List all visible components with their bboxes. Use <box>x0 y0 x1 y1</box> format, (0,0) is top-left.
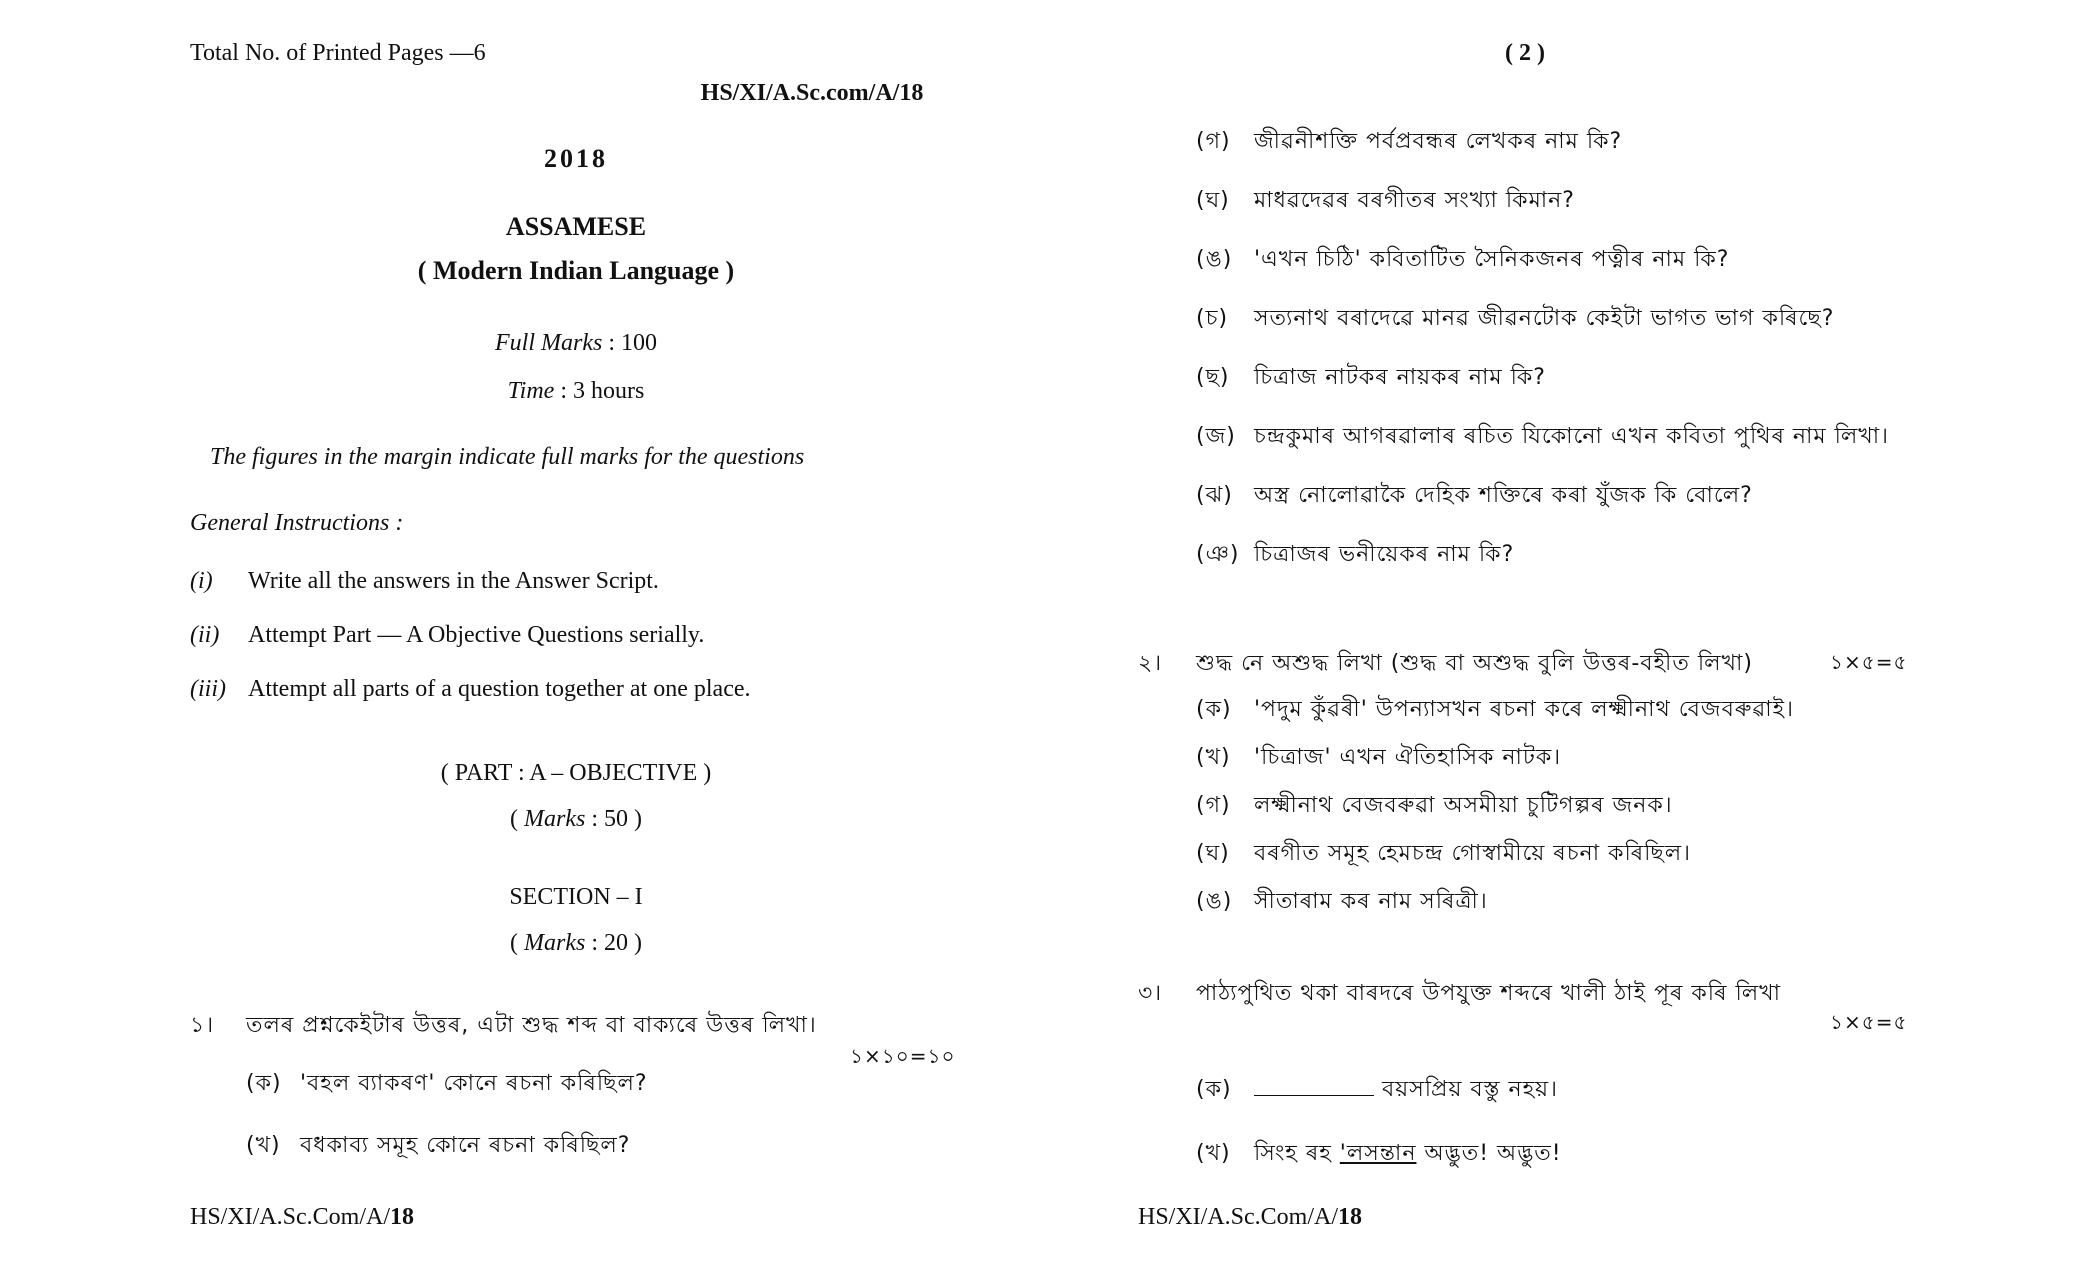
q2-item-label: (ঙ) <box>1196 889 1233 914</box>
instruction-text: Attempt Part — A Objective Questions serially. <box>248 622 705 648</box>
q3-item-underlined: 'লসন্তান <box>1339 1141 1417 1166</box>
q1-item-text: সত্যনাথ বৰাদেৱে মানৱ জীৱনটোক কেইটা ভাগত ভাগ কৰিছে? <box>1254 306 1835 331</box>
page-number: ( 2 ) <box>1505 40 1545 66</box>
section-title: SECTION – I <box>509 884 643 910</box>
instruction-num: (ii) <box>190 622 220 648</box>
full-marks <box>495 330 657 357</box>
question-2-text: শুদ্ধ নে অশুদ্ধ লিখা (শুদ্ধ বা অশুদ্ধ বুলি উত্তৰ-বহীত লিখা) <box>1196 651 1753 676</box>
footer-code-year: 18 <box>390 1204 415 1230</box>
q3-item-text-post: অদ্ভুত! অদ্ভুত! <box>1424 1141 1562 1166</box>
instruction-num: (i) <box>190 568 213 594</box>
full-marks-value: : 100 <box>608 330 657 356</box>
q3-item-label: (খ) <box>1196 1141 1231 1166</box>
q1-item-label: (চ) <box>1196 306 1229 331</box>
footer-code-year: 18 <box>1338 1204 1363 1230</box>
full-marks-label: Full Marks <box>495 330 603 356</box>
q1-item-label: (গ) <box>1196 129 1231 154</box>
q1-item-label: (ছ) <box>1196 365 1230 390</box>
q1-item-text: চিত্ৰাজৰ ভনীয়েকৰ নাম কি? <box>1254 542 1515 567</box>
section-marks-value: : 20 ) <box>591 930 642 956</box>
right-footer-code <box>1138 1204 1362 1231</box>
q2-item-text: বৰগীত সমূহ হেমচন্দ্ৰ গোস্বামীয়ে ৰচনা কৰিছিল। <box>1254 841 1692 866</box>
exam-year: 2018 <box>544 144 608 173</box>
part-marks <box>510 806 642 833</box>
question-1-number: ১। <box>190 1013 215 1038</box>
q1-item-label: (ঙ) <box>1196 247 1233 272</box>
q1-item-text: বধকাব্য সমূহ কোনে ৰচনা কৰিছিল? <box>300 1133 631 1158</box>
time-value: : 3 hours <box>560 378 645 404</box>
q1-item-label: (ঝ) <box>1196 483 1233 508</box>
section-marks <box>510 930 642 957</box>
footer-code-text: HS/XI/A.Sc.Com/A/ <box>190 1204 391 1230</box>
section-marks-label: Marks <box>524 930 586 956</box>
q1-item-label: (ক) <box>246 1071 282 1096</box>
q3-item-text: বয়সপ্ৰিয় বস্তু নহয়। <box>1382 1077 1558 1102</box>
q3-item-text-pre: সিংহ ৰহ <box>1254 1141 1332 1166</box>
q1-item-label: (খ) <box>246 1133 281 1158</box>
part-marks-value: : 50 ) <box>591 806 642 832</box>
question-3-number: ৩। <box>1138 981 1163 1006</box>
q3-item-content <box>1254 1072 1558 1109</box>
q1-item-label: (জ) <box>1196 424 1236 449</box>
paper-code: HS/XI/A.Sc.com/A/18 <box>700 80 924 106</box>
question-1-text: তলৰ প্ৰশ্নকেইটাৰ উত্তৰ, এটা শুদ্ধ শব্দ বা বাক্যৰে উত্তৰ লিখা। <box>246 1013 817 1038</box>
printed-pages-note: Total No. of Printed Pages —6 <box>190 40 486 66</box>
question-3-marks: ১×৫=৫ <box>1830 1010 1908 1034</box>
q1-item-text: 'এখন চিঠি' কবিতাটিত সৈনিকজনৰ পত্নীৰ নাম কি? <box>1254 247 1730 272</box>
q1-item-text: মাধৱদেৱৰ বৰগীতৰ সংখ্যা কিমান? <box>1254 188 1575 213</box>
part-marks-label: Marks <box>524 806 586 832</box>
q2-item-label: (ঘ) <box>1196 841 1230 866</box>
part-marks-open: ( <box>510 806 518 832</box>
q2-item-text: লক্ষ্মীনাথ বেজবৰুৱা অসমীয়া চুটিগল্পৰ জনক। <box>1254 793 1673 818</box>
q2-item-label: (গ) <box>1196 793 1231 818</box>
fill-in-blank <box>1254 1073 1374 1096</box>
q2-item-label: (খ) <box>1196 745 1231 770</box>
q1-item-text: চিত্ৰাজ নাটকৰ নায়কৰ নাম কি? <box>1254 365 1546 390</box>
part-title: ( PART : A – OBJECTIVE ) <box>440 760 712 786</box>
subject-title: ASSAMESE <box>505 212 647 241</box>
q1-item-text: জীৱনীশক্তি পৰ্বপ্ৰবন্ধৰ লেখকৰ নাম কি? <box>1254 129 1623 154</box>
q3-item-label: (ক) <box>1196 1077 1232 1102</box>
q1-item-text: 'বহল ব্যাকৰণ' কোনে ৰচনা কৰিছিল? <box>300 1071 648 1096</box>
q2-item-text: 'পদুম কুঁৱৰী' উপন্যাসখন ৰচনা কৰে লক্ষ্মীনাথ বেজবৰুৱাই। <box>1254 697 1794 722</box>
section-marks-open: ( <box>510 930 518 956</box>
q2-item-text: 'চিত্ৰাজ' এখন ঐতিহাসিক নাটক। <box>1254 745 1562 770</box>
q1-item-label: (ঘ) <box>1196 188 1230 213</box>
margin-note: The figures in the margin indicate full marks for the questions <box>210 444 805 470</box>
q1-item-label: (ঞ) <box>1196 542 1240 567</box>
subject-subtitle: ( Modern Indian Language ) <box>417 256 735 285</box>
instruction-num: (iii) <box>190 676 226 702</box>
question-1-marks: ১×১০=১০ <box>850 1044 956 1068</box>
left-footer-code <box>190 1204 414 1231</box>
footer-code-text: HS/XI/A.Sc.Com/A/ <box>1138 1204 1339 1230</box>
q2-item-label: (ক) <box>1196 697 1232 722</box>
question-2-number: ২। <box>1138 651 1163 676</box>
q3-item-content <box>1254 1136 1562 1173</box>
exam-time <box>508 378 645 405</box>
instruction-text: Attempt all parts of a question together at one place. <box>248 676 751 702</box>
question-3-text: পাঠ্যপুথিত থকা বাৰদৰে উপযুক্ত শব্দৰে খালী ঠাই পূৰ কৰি লিখা <box>1196 981 1781 1006</box>
q1-item-text: অস্ত্ৰ নোলোৱাকৈ দেহিক শক্তিৰে কৰা যুঁজক কি বোলে? <box>1254 483 1753 508</box>
q2-item-text: সীতাৰাম কৰ নাম সৰিত্ৰী। <box>1254 889 1488 914</box>
instruction-text: Write all the answers in the Answer Script. <box>248 568 659 594</box>
q1-item-text: চন্দ্ৰকুমাৰ আগৰৱালাৰ ৰচিত যিকোনো এখন কবিতা পুথিৰ নাম লিখা। <box>1254 424 1889 449</box>
general-instructions-title: General Instructions : <box>190 510 404 536</box>
time-label: Time <box>507 378 555 404</box>
question-2-marks: ১×৫=৫ <box>1830 650 1908 674</box>
